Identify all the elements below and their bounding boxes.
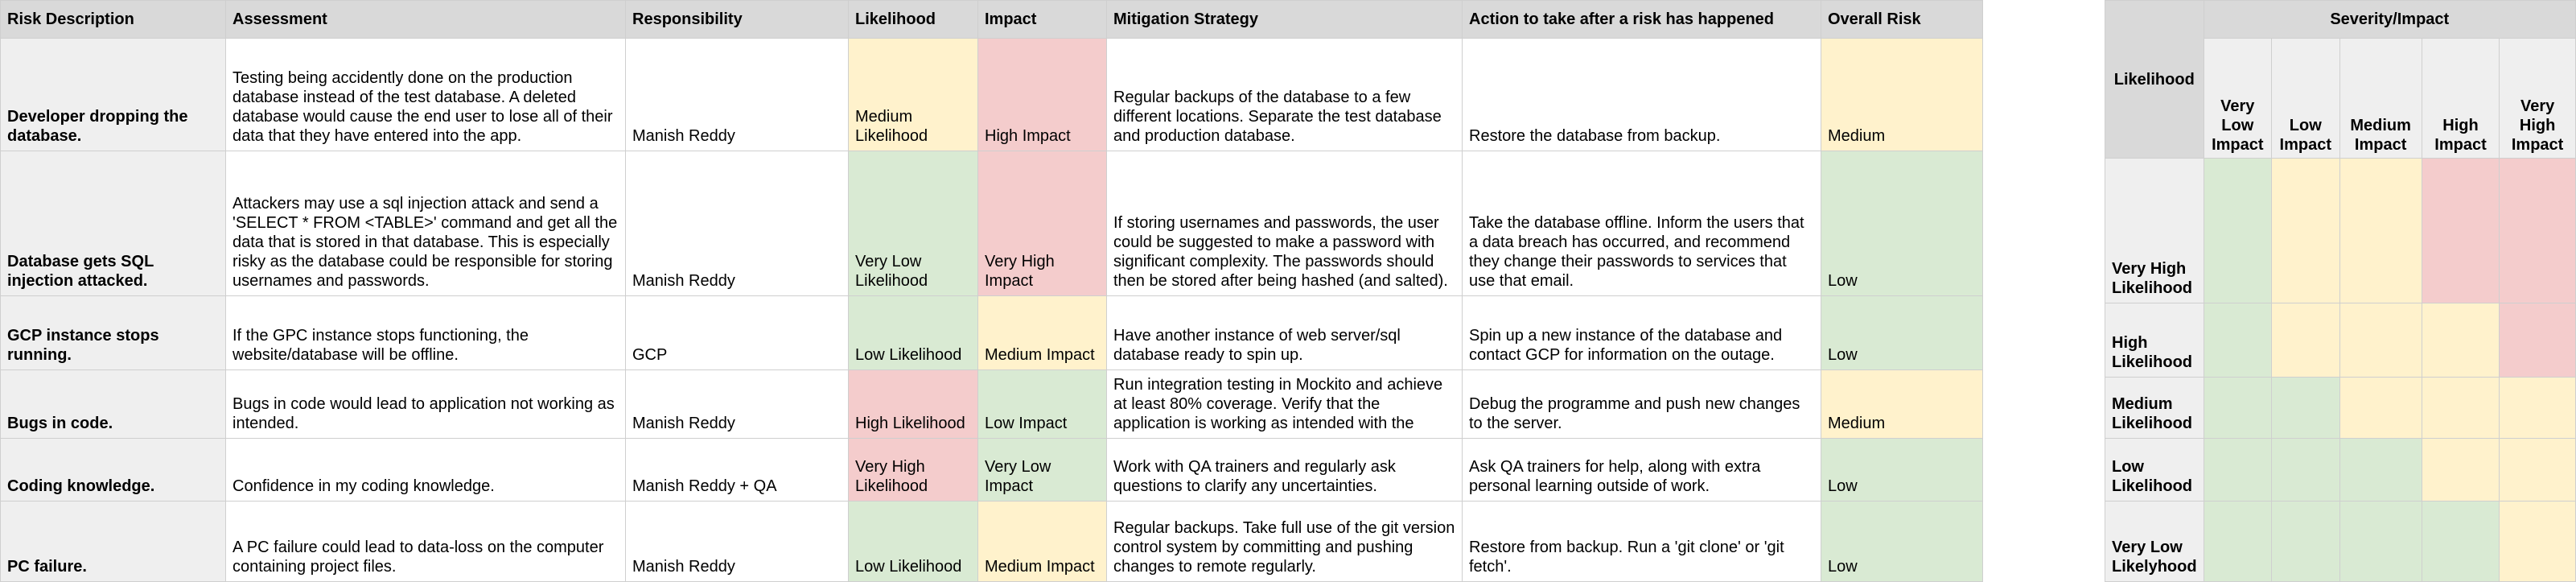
responsibility-cell[interactable]: GCP <box>626 296 849 370</box>
header-likelihood[interactable]: Likelihood <box>849 1 978 39</box>
likelihood-cell[interactable]: Medium Likelihood <box>849 39 978 151</box>
mitigation-cell[interactable]: Regular backups of the database to a few different locations. Separate the test database and production database. <box>1107 39 1463 151</box>
matrix-cell[interactable] <box>2272 159 2339 303</box>
risk-row <box>1 39 1983 151</box>
impact-cell[interactable]: Very Low Impact <box>978 439 1107 502</box>
action-cell[interactable]: Restore from backup. Run a 'git clone' or 'git fetch'. <box>1463 502 1821 582</box>
matrix-cell[interactable] <box>2204 439 2271 502</box>
matrix-cell[interactable] <box>2500 303 2576 378</box>
mitigation-cell[interactable]: Regular backups. Take full use of the git version control system by committing and pushing changes to remote regularly. <box>1107 502 1463 582</box>
responsibility-cell[interactable]: Manish Reddy <box>626 39 849 151</box>
mitigation-cell[interactable]: If storing usernames and passwords, the user could be suggested to make a password with significant complexity. The passwords should then be stored after being hashed (and salted). <box>1107 151 1463 296</box>
matrix-impact-column-header[interactable]: Medium Impact <box>2339 39 2422 159</box>
matrix-likelihood-label[interactable]: Medium Likelihood <box>2105 378 2204 439</box>
assessment-cell[interactable]: Testing being accidently done on the production database instead of the test database. A deleted database would cause the end user to lose all of their data that they have entered into the app. <box>226 39 626 151</box>
matrix-cell[interactable] <box>2272 378 2339 439</box>
matrix-cell[interactable] <box>2422 303 2499 378</box>
matrix-cell[interactable] <box>2500 439 2576 502</box>
mitigation-cell[interactable]: Have another instance of web server/sql database ready to spin up. <box>1107 296 1463 370</box>
header-impact[interactable]: Impact <box>978 1 1107 39</box>
risk-description-cell[interactable]: GCP instance stops running. <box>1 296 226 370</box>
matrix-cell[interactable] <box>2204 303 2271 378</box>
matrix-cell[interactable] <box>2422 439 2499 502</box>
header-mitigation-strategy[interactable]: Mitigation Strategy <box>1107 1 1463 39</box>
likelihood-cell[interactable]: Low Likelihood <box>849 296 978 370</box>
matrix-row <box>2105 159 2576 303</box>
overall-risk-cell[interactable]: Low <box>1821 151 1983 296</box>
matrix-cell[interactable] <box>2272 502 2339 582</box>
header-responsibility[interactable]: Responsibility <box>626 1 849 39</box>
action-cell[interactable]: Take the database offline. Inform the users that a data breach has occurred, and recommend they change their passwords to services that use that email. <box>1463 151 1821 296</box>
matrix-cell[interactable] <box>2339 439 2422 502</box>
matrix-cell[interactable] <box>2339 159 2422 303</box>
matrix-severity-header[interactable]: Severity/Impact <box>2204 1 2575 39</box>
matrix-row <box>2105 439 2576 502</box>
assessment-cell[interactable]: Attackers may use a sql injection attack and send a 'SELECT * FROM <TABLE>' command and get all the data that is stored in that database. This is especially risky as the database could be responsible for storing usernames and passwords. <box>226 151 626 296</box>
impact-cell[interactable]: Very High Impact <box>978 151 1107 296</box>
matrix-cell[interactable] <box>2339 378 2422 439</box>
responsibility-cell[interactable]: Manish Reddy <box>626 502 849 582</box>
risk-row <box>1 296 1983 370</box>
matrix-cell[interactable] <box>2422 159 2499 303</box>
risk-row <box>1 370 1983 439</box>
assessment-cell[interactable]: If the GPC instance stops functioning, the website/database will be offline. <box>226 296 626 370</box>
matrix-cell[interactable] <box>2500 378 2576 439</box>
matrix-likelihood-label[interactable]: Very Low Likelyhood <box>2105 502 2204 582</box>
matrix-impact-column-header[interactable]: Low Impact <box>2272 39 2339 159</box>
mitigation-cell[interactable]: Work with QA trainers and regularly ask questions to clarify any uncertainties. <box>1107 439 1463 502</box>
matrix-cell[interactable] <box>2204 159 2271 303</box>
overall-risk-cell[interactable]: Low <box>1821 502 1983 582</box>
matrix-row <box>2105 378 2576 439</box>
matrix-cell[interactable] <box>2339 502 2422 582</box>
overall-risk-cell[interactable]: Low <box>1821 296 1983 370</box>
header-action-after-risk[interactable]: Action to take after a risk has happened <box>1463 1 1821 39</box>
impact-cell[interactable]: High Impact <box>978 39 1107 151</box>
risk-description-cell[interactable]: PC failure. <box>1 502 226 582</box>
likelihood-cell[interactable]: High Likelihood <box>849 370 978 439</box>
risk-description-cell[interactable]: Developer dropping the database. <box>1 39 226 151</box>
action-cell[interactable]: Spin up a new instance of the database and contact GCP for information on the outage. <box>1463 296 1821 370</box>
risk-row <box>1 151 1983 296</box>
matrix-likelihood-header[interactable]: Likelihood <box>2105 1 2204 159</box>
matrix-impact-column-header[interactable]: Very Low Impact <box>2204 39 2271 159</box>
header-risk-description[interactable]: Risk Description <box>1 1 226 39</box>
overall-risk-cell[interactable]: Low <box>1821 439 1983 502</box>
header-assessment[interactable]: Assessment <box>226 1 626 39</box>
matrix-impact-column-header[interactable]: High Impact <box>2422 39 2499 159</box>
risk-description-cell[interactable]: Database gets SQL injection attacked. <box>1 151 226 296</box>
overall-risk-cell[interactable]: Medium <box>1821 370 1983 439</box>
overall-risk-cell[interactable]: Medium <box>1821 39 1983 151</box>
matrix-cell[interactable] <box>2204 378 2271 439</box>
matrix-likelihood-label[interactable]: Very High Likelihood <box>2105 159 2204 303</box>
matrix-cell[interactable] <box>2272 439 2339 502</box>
matrix-impact-column-header[interactable]: Very High Impact <box>2500 39 2576 159</box>
matrix-cell[interactable] <box>2272 303 2339 378</box>
assessment-cell[interactable]: A PC failure could lead to data-loss on the computer containing project files. <box>226 502 626 582</box>
matrix-row <box>2105 502 2576 582</box>
matrix-likelihood-label[interactable]: High Likelihood <box>2105 303 2204 378</box>
matrix-likelihood-label[interactable]: Low Likelihood <box>2105 439 2204 502</box>
likelihood-cell[interactable]: Low Likelihood <box>849 502 978 582</box>
responsibility-cell[interactable]: Manish Reddy <box>626 151 849 296</box>
matrix-row <box>2105 303 2576 378</box>
matrix-cell[interactable] <box>2204 502 2271 582</box>
assessment-cell[interactable]: Bugs in code would lead to application not working as intended. <box>226 370 626 439</box>
assessment-cell[interactable]: Confidence in my coding knowledge. <box>226 439 626 502</box>
matrix-cell[interactable] <box>2500 502 2576 582</box>
risk-description-cell[interactable]: Bugs in code. <box>1 370 226 439</box>
action-cell[interactable]: Ask QA trainers for help, along with extra personal learning outside of work. <box>1463 439 1821 502</box>
matrix-cell[interactable] <box>2422 502 2499 582</box>
risk-row <box>1 439 1983 502</box>
mitigation-cell[interactable]: Run integration testing in Mockito and achieve at least 80% coverage. Verify that the application is working as intended with the <box>1107 370 1463 439</box>
risk-matrix-table <box>2105 0 2576 582</box>
matrix-cell[interactable] <box>2339 303 2422 378</box>
responsibility-cell[interactable]: Manish Reddy <box>626 370 849 439</box>
likelihood-cell[interactable]: Very High Likelihood <box>849 439 978 502</box>
header-row <box>1 1 1983 39</box>
action-cell[interactable]: Debug the programme and push new changes to the server. <box>1463 370 1821 439</box>
matrix-cell[interactable] <box>2422 378 2499 439</box>
likelihood-cell[interactable]: Very Low Likelihood <box>849 151 978 296</box>
responsibility-cell[interactable]: Manish Reddy + QA <box>626 439 849 502</box>
header-overall-risk[interactable]: Overall Risk <box>1821 1 1983 39</box>
impact-cell[interactable]: Low Impact <box>978 370 1107 439</box>
matrix-cell[interactable] <box>2500 159 2576 303</box>
risk-description-cell[interactable]: Coding knowledge. <box>1 439 226 502</box>
risk-row <box>1 502 1983 582</box>
matrix-title-row <box>2105 1 2576 39</box>
impact-cell[interactable]: Medium Impact <box>978 296 1107 370</box>
impact-cell[interactable]: Medium Impact <box>978 502 1107 582</box>
action-cell[interactable]: Restore the database from backup. <box>1463 39 1821 151</box>
